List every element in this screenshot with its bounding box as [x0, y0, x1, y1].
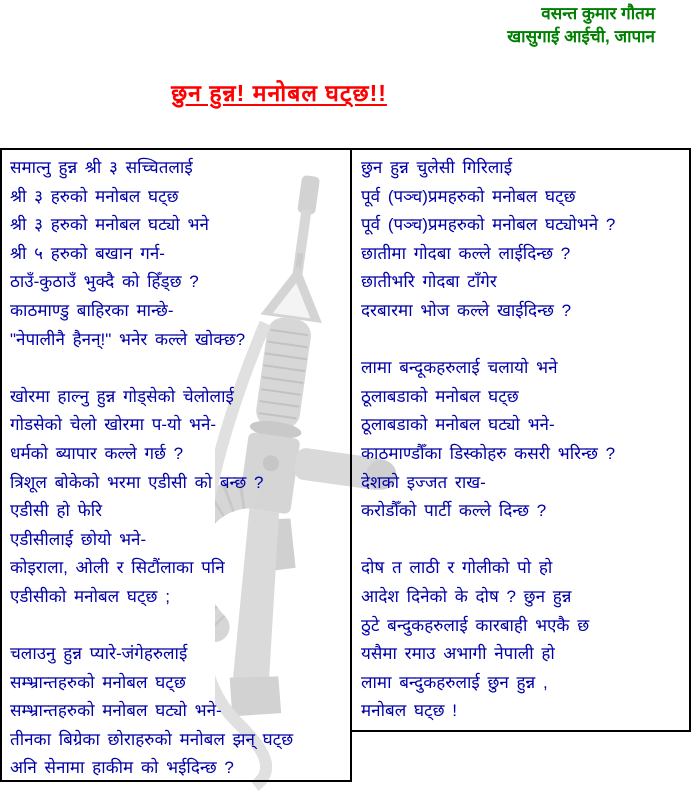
- poem-line: समात्नु हुन्न श्री ३ सच्चितलाई: [10, 158, 193, 177]
- poem-line: तीनका बिग्रेका छोराहरुको मनोबल झन् घट्छ: [10, 729, 294, 749]
- poem-line: कोइराला, ओली र सिटौंलाका पनि: [10, 558, 225, 578]
- poem-line: दरबारमा भोज कल्ले खाईदिन्छ ?: [361, 300, 572, 320]
- poem-line: गोडसेको चेलो खोरमा प-यो भने-: [10, 415, 217, 435]
- poem-line: मनोबल घट्छ !: [361, 701, 457, 721]
- poem-stanza: [361, 554, 689, 726]
- poem-stanza: [361, 354, 689, 526]
- poem-line: पूर्व (पञ्च)प्रमहरुको मनोबल घट्छ: [361, 186, 576, 206]
- poem-line: खोरमा हाल्नु हुन्न गोड्सेको चेलोलाई: [10, 386, 234, 406]
- poem-line: छुन हुन्न चुलेसी गिरिलाई: [361, 158, 513, 177]
- poem-line: लामा बन्दूकहरुलाई चलायो भने: [361, 358, 558, 378]
- poem-line: यसैमा रमाउ अभागी नेपाली हो: [361, 644, 555, 664]
- poem-line: छातीमा गोदबा कल्ले लाईदिन्छ ?: [361, 243, 571, 263]
- poem-stanza: [10, 383, 350, 612]
- poem-line: श्री ५ हरुको बखान गर्न-: [10, 243, 165, 263]
- author-name: वसन्त कुमार गौतम: [541, 4, 655, 23]
- poem-line: काठमाण्डौँका डिस्कोहरु कसरी भरिन्छ ?: [361, 443, 616, 463]
- poem-line: चलाउनु हुन्न प्यारे-जंगेहरुलाई: [10, 644, 188, 664]
- poem-stanza: [10, 154, 350, 354]
- poem-line: छातीभरि गोदबा टाँगेर: [361, 272, 497, 292]
- poem-left-cell: [0, 148, 352, 782]
- poem-line: ठुटे बन्दुकहरुलाई कारबाही भएकै छ: [361, 615, 590, 635]
- poem-line: ठूलाबडाको मनोबल घट्छ: [361, 386, 519, 406]
- author-block: [507, 2, 655, 48]
- poem-line: काठमाण्डु बाहिरका मान्छे-: [10, 300, 174, 320]
- poem-line: धर्मको ब्यापार कल्ले गर्छ ?: [10, 443, 184, 463]
- poem-line: दोष त लाठी र गोलीको पो हो: [361, 558, 553, 578]
- poem-line: पूर्व (पञ्च)प्रमहरुको मनोबल घट्योभने ?: [361, 215, 616, 235]
- poem-stanza: [361, 154, 689, 326]
- author-location: खासुगाई आईची, जापान: [507, 27, 655, 46]
- poem-line: ठाउँ-कुठाउँ भुक्दै को हिँड्छ ?: [10, 272, 199, 292]
- page-title: छुन हुन्न! मनोबल घट्छ!!: [171, 80, 387, 106]
- poem-line: एडीसीको मनोबल घट्छ ;: [10, 586, 170, 606]
- poem-line: एडीसीलाई छोयो भने-: [10, 529, 147, 549]
- poem-line: सम्भ्रान्तहरुको मनोबल घट्छ: [10, 672, 186, 692]
- poem-line: करोडौँको पार्टी कल्ले दिन्छ ?: [361, 501, 547, 521]
- poem-stanza: [10, 640, 350, 783]
- poem-line: श्री ३ हरुको मनोबल घट्छ: [10, 186, 179, 206]
- poem-line: लामा बन्दुकहरुलाई छुन हुन्न ,: [361, 672, 548, 692]
- poem-right-cell: [350, 148, 691, 732]
- poem-line: देशको इज्जत राख-: [361, 472, 486, 492]
- poem-line: सम्भ्रान्तहरुको मनोबल घट्यो भने-: [10, 701, 222, 721]
- poem-line: अनि सेनामा हाकीम को भईदिन्छ ?: [10, 758, 234, 778]
- poem-line: आदेश दिनेको के दोष ? छुन हुन्न: [361, 586, 572, 606]
- poem-line: त्रिशूल बोकेको भरमा एडीसी को बन्छ ?: [10, 472, 264, 492]
- poem-line: श्री ३ हरुको मनोबल घट्यो भने: [10, 215, 209, 235]
- poem-line: एडीसी हो फेरि: [10, 501, 103, 521]
- poem-line: "नेपालीनै हैनन्!" भनेर कल्ले खोक्छ?: [10, 329, 246, 349]
- poem-line: ठूलाबडाको मनोबल घट्यो भने-: [361, 415, 555, 435]
